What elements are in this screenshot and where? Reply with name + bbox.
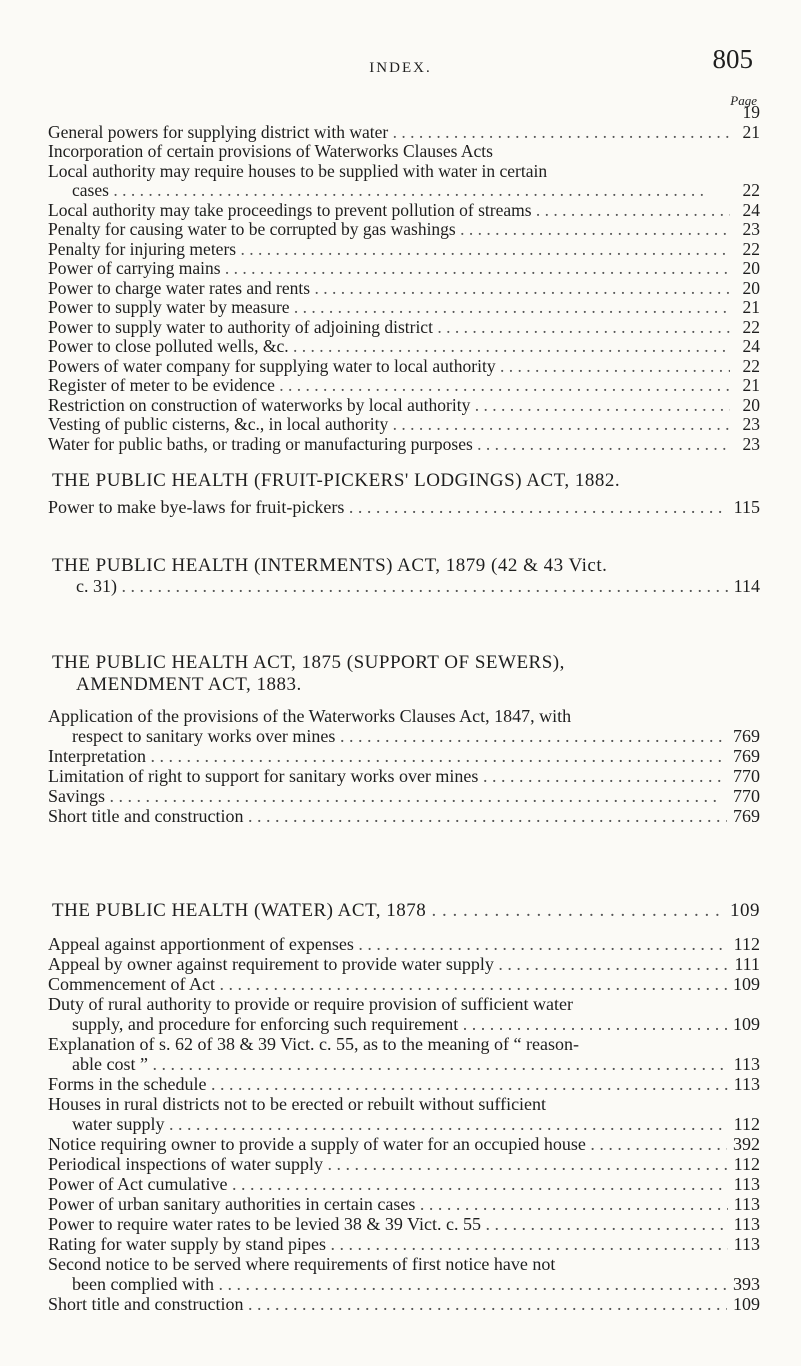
entry-page: 113 <box>733 1054 760 1074</box>
entry-text: Savings . . . <box>48 786 727 806</box>
entry-page: 113 <box>733 1074 760 1094</box>
entry-text: Powers of water company for supplying water to local authority . . . <box>48 357 730 377</box>
entry-page: 21 <box>742 297 760 317</box>
entry-text: Restriction on construction of waterworks by local authority . . . <box>48 396 730 416</box>
index-heading: INDEX. <box>369 60 432 76</box>
index-entry <box>48 123 760 143</box>
entry-page: 109 <box>730 900 760 921</box>
index-entry <box>48 1174 760 1194</box>
entry-page: 769 <box>733 746 760 766</box>
index-entry <box>48 498 760 517</box>
index-entry <box>48 259 760 279</box>
entry-page: 24 <box>742 336 760 356</box>
index-entry <box>48 298 760 318</box>
entry-text: Explanation of s. 62 of 38 & 39 Vict. c. 55, as to the meaning of “ reason- <box>48 1034 579 1054</box>
index-entry <box>48 1214 760 1234</box>
index-entry <box>48 396 760 416</box>
index-entry <box>48 162 760 182</box>
act-title: THE PUBLIC HEALTH ACT, 1875 (SUPPORT OF SEWERS), <box>52 652 565 673</box>
entry-text: Local authority may take proceedings to prevent pollution of streams . . . <box>48 201 730 221</box>
index-entry <box>48 1234 760 1254</box>
index-entry <box>48 726 760 746</box>
act-title: THE PUBLIC HEALTH (INTERMENTS) ACT, 1879 (42 & 43 Vict. <box>52 555 608 576</box>
entry-page: 769 <box>733 726 760 746</box>
entry-page: 23 <box>742 219 760 239</box>
act-title: THE PUBLIC HEALTH (FRUIT-PICKERS' LODGINGS) ACT, 1882. <box>52 470 621 491</box>
index-entry <box>48 279 760 299</box>
fruit-pickers-act-section <box>48 470 760 517</box>
entry-page: 115 <box>733 497 760 517</box>
entry-text: Power to require water rates to be levied 38 & 39 Vict. c. 55 . . . <box>48 1214 728 1234</box>
entry-page: 21 <box>742 121 760 142</box>
entry-text: Appeal against apportionment of expenses . . . <box>48 934 728 954</box>
index-entry <box>48 103 760 123</box>
entry-page: 22 <box>742 355 760 376</box>
entry-page: 113 <box>733 1234 760 1254</box>
entry-text: Power to supply water to authority of adjoining district . . . <box>48 318 730 338</box>
entry-page: 23 <box>742 414 760 434</box>
entry-page: 393 <box>733 1274 760 1294</box>
entry-text: Water for public baths, or trading or manufacturing purposes . . . <box>48 435 730 455</box>
index-entry <box>48 201 760 221</box>
entry-page: 109 <box>733 1014 760 1034</box>
entry-text: able cost ” . . . <box>72 1054 728 1074</box>
entry-text: Houses in rural districts not to be erected or rebuilt without sufficient <box>48 1094 547 1114</box>
index-entry <box>48 1254 760 1274</box>
entry-text: Rating for water supply by stand pipes . . . <box>48 1234 728 1254</box>
entry-page: 113 <box>733 1174 760 1194</box>
entry-text: Short title and construction . . . <box>48 806 727 826</box>
index-entry <box>48 318 760 338</box>
interments-act-section <box>48 555 760 596</box>
entry-text: Penalty for injuring meters . . . <box>48 240 730 260</box>
act-title-row <box>48 900 760 922</box>
page-column-label: Page <box>730 93 757 108</box>
entry-page: 20 <box>742 394 760 415</box>
entry-page: 109 <box>733 974 760 994</box>
entry-text: supply, and procedure for enforcing such requirement . . . <box>72 1014 727 1034</box>
entry-page: 112 <box>733 1154 760 1174</box>
index-entry <box>48 1274 760 1294</box>
index-entry <box>48 357 760 377</box>
index-entry <box>48 746 760 766</box>
water-supply-entries <box>48 103 760 454</box>
index-entry <box>48 1054 760 1074</box>
entry-text: Vesting of public cisterns, &c., in local authority . . . <box>48 415 730 435</box>
entry-page: 769 <box>733 806 760 826</box>
index-entry <box>48 337 760 357</box>
entry-text: Power to close polluted wells, &c. . . . <box>48 337 730 357</box>
entry-page: 23 <box>742 433 760 454</box>
page-number: 805 <box>712 44 753 74</box>
entry-page: 24 <box>742 199 760 220</box>
entry-text: Application of the provisions of the Waterworks Clauses Act, 1847, with <box>48 706 572 726</box>
index-entry <box>48 954 760 974</box>
entry-page: 112 <box>733 934 760 954</box>
entry-text: been complied with . . . <box>72 1274 727 1294</box>
entry-text: water supply . . . <box>72 1114 728 1134</box>
sewers-amendment-act-section <box>48 652 760 826</box>
entry-page: 770 <box>733 766 760 786</box>
index-entry <box>48 706 760 726</box>
entry-text: Appeal by owner against requirement to provide water supply . . . <box>48 954 728 974</box>
entry-text: Periodical inspections of water supply . . . <box>48 1154 728 1174</box>
entry-text: Limitation of right to support for sanitary works over mines . . . <box>48 766 727 786</box>
index-entry <box>48 240 760 260</box>
entry-page: 21 <box>742 375 760 395</box>
index-entry <box>48 1094 760 1114</box>
index-entry <box>48 806 760 826</box>
entry-text: Short title and construction . . . <box>48 1294 727 1314</box>
entry-page: 114 <box>733 576 760 596</box>
index-entry <box>48 220 760 240</box>
entry-text: Notice requiring owner to provide a supply of water for an occupied house . . . <box>48 1134 727 1154</box>
entry-text: Local authority may require houses to be supplied with water in certain <box>48 161 548 181</box>
entry-page: 111 <box>734 954 760 974</box>
act-title-continuation <box>48 577 760 596</box>
act-title-continuation: AMENDMENT ACT, 1883. <box>76 674 302 695</box>
index-entry <box>48 1014 760 1034</box>
entry-page: 770 <box>733 786 760 806</box>
index-entry <box>48 1294 760 1314</box>
entry-page: 392 <box>733 1134 760 1154</box>
index-entry <box>48 1074 760 1094</box>
index-entry <box>48 1154 760 1174</box>
entry-page: 112 <box>733 1114 760 1134</box>
entry-text: Power of urban sanitary authorities in certain cases . . . <box>48 1194 728 1214</box>
entry-page: 20 <box>742 258 760 278</box>
entry-page: 22 <box>742 316 760 337</box>
entry-text: Interpretation . . . <box>48 746 727 766</box>
entry-text: Power to charge water rates and rents . . . <box>48 279 730 299</box>
index-entry <box>48 994 760 1014</box>
entry-page: 20 <box>742 277 760 298</box>
index-entry <box>48 142 760 162</box>
index-entry <box>48 181 760 201</box>
entry-page: 22 <box>742 238 760 259</box>
entry-text: Second notice to be served where requirements of first notice have not <box>48 1254 556 1274</box>
entry-text: Power of carrying mains . . . <box>48 259 730 279</box>
index-entry <box>48 786 760 806</box>
entry-text: Duty of rural authority to provide or require provision of sufficient water <box>48 994 574 1014</box>
index-entry <box>48 1134 760 1154</box>
index-entry <box>48 974 760 994</box>
entry-page: 113 <box>733 1194 760 1214</box>
index-entry <box>48 1194 760 1214</box>
index-entry <box>48 1114 760 1134</box>
index-entry <box>48 415 760 435</box>
index-entry <box>48 376 760 396</box>
entry-text: Power of Act cumulative . . . <box>48 1174 728 1194</box>
entry-text: Penalty for causing water to be corrupted by gas washings . . . <box>48 220 730 240</box>
water-act-1878-section <box>48 900 760 1314</box>
entry-page: 109 <box>733 1294 760 1314</box>
entry-text: Power to make bye-laws for fruit-pickers . . . <box>48 498 728 517</box>
entry-text: Forms in the schedule . . . <box>48 1074 728 1094</box>
act-title: THE PUBLIC HEALTH (WATER) ACT, 1878 . . . <box>48 900 724 922</box>
index-entry <box>48 934 760 954</box>
entry-page: 22 <box>742 180 760 200</box>
entry-text: Register of meter to be evidence . . . <box>48 376 730 396</box>
entry-text: General powers for supplying district with water . . . <box>48 123 730 143</box>
index-entry <box>48 1034 760 1054</box>
entry-page: 113 <box>733 1214 760 1234</box>
entry-text: Power to supply water by measure . . . <box>48 298 730 318</box>
index-entry <box>48 766 760 786</box>
entry-page: 19 <box>742 102 760 122</box>
entry-text: c. 31) . . . <box>76 577 728 596</box>
entry-text: respect to sanitary works over mines . . . <box>72 726 727 746</box>
entry-text: cases . . . <box>72 181 730 201</box>
entry-text: Commencement of Act . . . <box>48 974 727 994</box>
entry-text: Incorporation of certain provisions of Waterworks Clauses Acts <box>48 142 493 161</box>
index-entry <box>48 435 760 455</box>
